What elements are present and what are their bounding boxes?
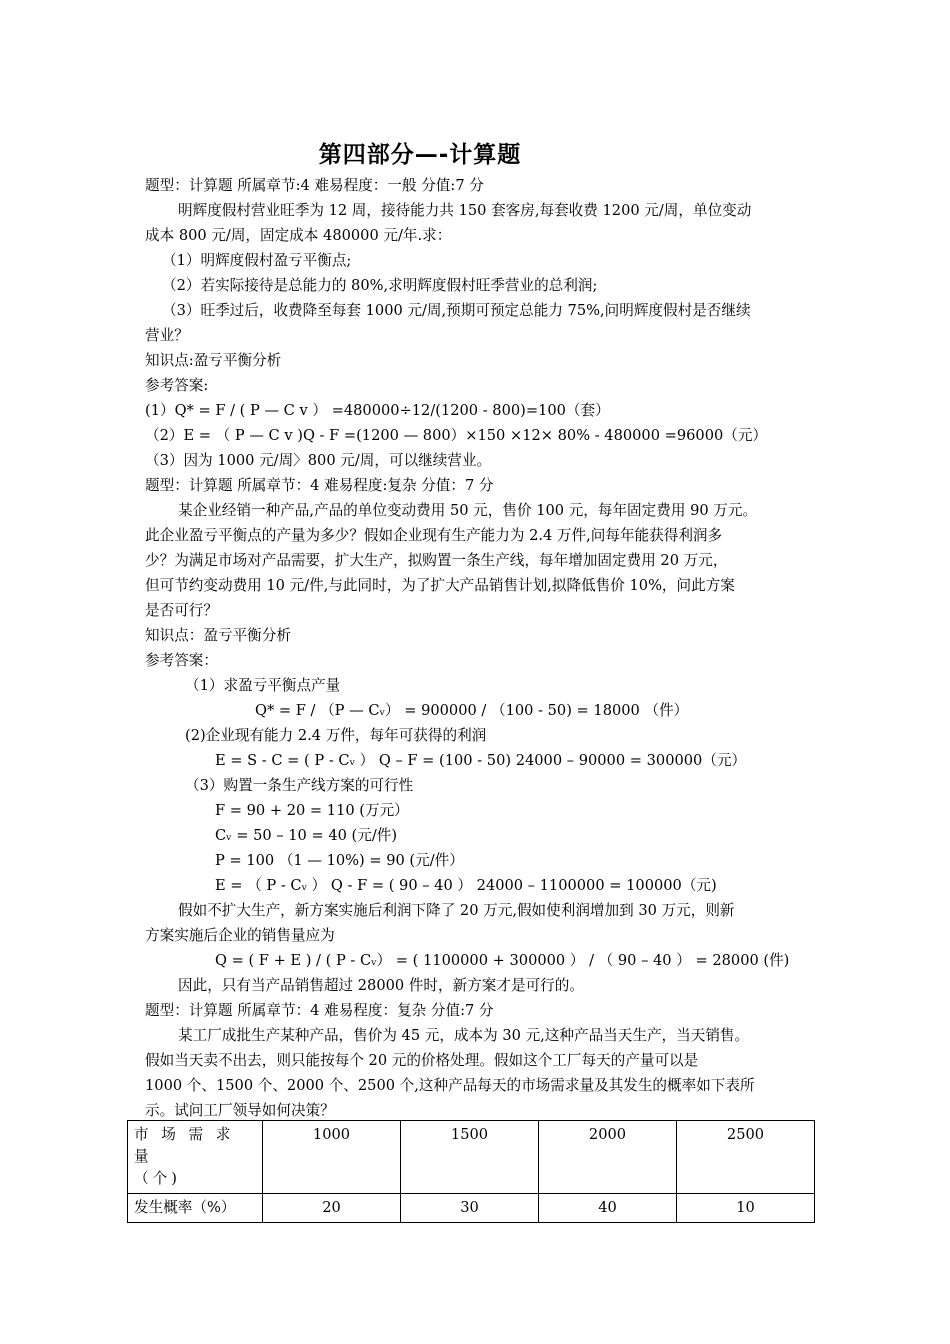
q3-body-line: 示。试问工厂领导如何决策？	[145, 1102, 335, 1119]
q2-body-line: 是否可行？	[145, 602, 218, 619]
q2-formula: F = 90 + 20 = 110 (万元）	[215, 802, 409, 819]
q1-answer-line: （2）E = （ P — C v )Q - F =(1200 — 800）×150 ×12× 80% - 480000 =96000（元）	[145, 427, 768, 444]
table-cell: 20	[263, 1194, 401, 1223]
table-row	[128, 1121, 815, 1194]
q2-conclusion: 因此，只有当产品销售超过 28000 件时，新方案才是可行的。	[178, 977, 584, 994]
q1-answer-label: 参考答案:	[145, 377, 209, 394]
demand-probability-table	[127, 1120, 815, 1223]
q2-text-line: 假如不扩大生产，新方案实施后利润下降了 20 万元,假如使利润增加到 30 万元，则新	[178, 902, 735, 919]
q2-answer-label: 参考答案：	[145, 652, 218, 669]
q2-step: （3）购置一条生产线方案的可行性	[185, 777, 414, 794]
q2-step: (2)企业现有能力 2.4 万件，每年可获得的利润	[185, 727, 487, 744]
page-title: 第四部分—-计算题	[318, 142, 522, 168]
table-cell: 30	[401, 1194, 539, 1223]
table-row	[128, 1194, 815, 1223]
q1-item: 营业？	[145, 327, 189, 344]
q2-formula: Q = ( F + E ) / ( P - Cᵥ） = ( 1100000 + 300000 ） / （ 90 – 40 ） = 28000 (件)	[215, 952, 790, 969]
q2-formula: E = S - C = ( P - Cᵥ ） Q – F = (100 - 50) 24000 – 90000 = 300000（元）	[215, 752, 747, 769]
q2-body-line: 某企业经销一种产品,产品的单位变动费用 50 元，售价 100 元，每年固定费用 90 万元。	[178, 502, 758, 519]
q3-body-line: 假如当天卖不出去，则只能按每个 20 元的价格处理。假如这个工厂每天的产量可以是	[145, 1052, 699, 1069]
q1-meta: 题型：计算题 所属章节:4 难易程度：一般 分值:7 分	[145, 177, 484, 194]
q2-knowledge: 知识点：盈亏平衡分析	[145, 627, 291, 644]
q2-meta: 题型：计算题 所属章节：4 难易程度:复杂 分值：7 分	[145, 477, 494, 494]
table-row-label	[128, 1121, 263, 1194]
q3-body-line: 1000 个、1500 个、2000 个、2500 个,这种产品每天的市场需求量及其发生的概率如下表所	[145, 1077, 755, 1094]
table-cell: 2500	[677, 1121, 815, 1194]
q2-formula: Cᵥ = 50 – 10 = 40 (元/件)	[215, 827, 398, 844]
q1-knowledge: 知识点:盈亏平衡分析	[145, 352, 282, 369]
q3-meta: 题型：计算题 所属章节：4 难易程度：复杂 分值:7 分	[145, 1002, 494, 1019]
table-row-label: 发生概率（%）	[128, 1194, 263, 1223]
q1-body-line: 明辉度假村营业旺季为 12 周，接待能力共 150 套客房,每套收费 1200 元/周，单位变动	[178, 202, 752, 219]
table-cell: 1000	[263, 1121, 401, 1194]
demand-label-a: 市 场 需 求 量	[134, 1126, 235, 1165]
q2-formula: P = 100 （1 — 10%) = 90 (元/件）	[215, 852, 464, 869]
q1-answer-line: (1）Q* = F / ( P — C v ） =480000÷12/(1200 - 800)=100（套）	[145, 402, 610, 419]
demand-label-b: （个)	[134, 1170, 181, 1187]
q2-body-line: 此企业盈亏平衡点的产量为多少？假如企业现有生产能力为 2.4 万件,问每年能获得利润多	[145, 527, 723, 544]
table-cell: 2000	[539, 1121, 677, 1194]
q1-answer-line: （3）因为 1000 元/周〉800 元/周，可以继续营业。	[145, 452, 492, 469]
table-cell: 1500	[401, 1121, 539, 1194]
q3-body-line: 某工厂成批生产某种产品，售价为 45 元，成本为 30 元,这种产品当天生产，当天销售。	[178, 1027, 750, 1044]
q2-formula: Q* = F / （P — Cᵥ） = 900000 / （100 - 50) = 18000 （件）	[255, 702, 689, 719]
table-cell: 10	[677, 1194, 815, 1223]
q1-item: （2）若实际接待是总能力的 80%,求明辉度假村旺季营业的总利润;	[162, 277, 598, 294]
q2-body-line: 但可节约变动费用 10 元/件,与此同时，为了扩大产品销售计划,拟降低售价 10%，问此方案	[145, 577, 735, 594]
q1-item: （3）旺季过后，收费降至每套 1000 元/周,预期可预定总能力 75%,问明辉度假村是否继续	[162, 302, 751, 319]
table-cell: 40	[539, 1194, 677, 1223]
q2-formula: E = （ P - Cᵥ ） Q - F = ( 90 – 40 ） 24000 – 1100000 = 100000（元)	[215, 877, 717, 894]
q2-step: （1）求盈亏平衡点产量	[185, 677, 341, 694]
q2-text-line: 方案实施后企业的销售量应为	[145, 927, 335, 944]
q1-item: （1）明辉度假村盈亏平衡点;	[162, 252, 352, 269]
q2-body-line: 少？为满足市场对产品需要，扩大生产，拟购置一条生产线，每年增加固定费用 20 万元，	[145, 552, 728, 569]
q1-body-line: 成本 800 元/周，固定成本 480000 元/年.求：	[145, 227, 452, 244]
